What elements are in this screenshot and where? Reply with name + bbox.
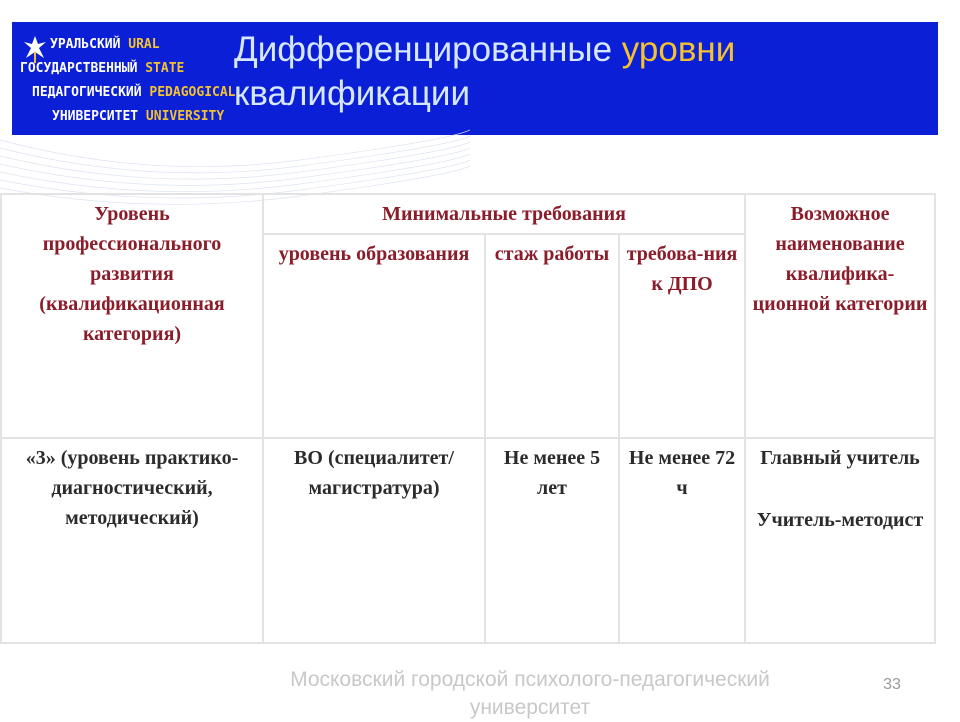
header-experience: стаж работы <box>485 234 619 438</box>
cell-category-names <box>745 438 935 643</box>
header-min-requirements: Минимальные требования <box>263 194 745 234</box>
slide-title <box>234 28 924 116</box>
cell-dpo: Не менее 72 ч <box>619 438 745 643</box>
category-name-1: Главный учитель <box>760 447 920 469</box>
cell-education: ВО (специалитет/ магистратура) <box>263 438 485 643</box>
title-part-1: Дифференцированные <box>234 30 622 69</box>
university-logo <box>20 34 236 129</box>
header-dpo: требова-ния к ДПО <box>619 234 745 438</box>
logo-line-2: ГОСУДАРСТВЕННЫЙ STATE <box>20 61 185 76</box>
logo-line-3: ПЕДАГОГИЧЕСКИЙ PEDAGOGICAL <box>32 85 236 100</box>
page-number: 33 <box>883 676 901 693</box>
title-part-2: квалификации <box>234 74 470 113</box>
university-emblem-icon <box>22 34 48 64</box>
header-education: уровень образования <box>263 234 485 438</box>
header-category-name: Возможное наименование квалифика-ционной категории <box>745 194 935 438</box>
qualification-table <box>0 193 936 644</box>
logo-line-4: УНИВЕРСИТЕТ UNIVERSITY <box>52 109 225 124</box>
cell-experience: Не менее 5 лет <box>485 438 619 643</box>
logo-line-1: УРАЛЬСКИЙ URAL <box>50 37 160 52</box>
category-name-2: Учитель-методист <box>756 509 924 531</box>
header-level: Уровень профессионального развития (квалификационная категория) <box>1 194 263 438</box>
cell-level: «3» (уровень практико-диагностический, методический) <box>1 438 263 643</box>
title-accent: уровни <box>621 30 736 69</box>
footer-university: Московский городской психолого-педагогический университет <box>290 668 770 719</box>
